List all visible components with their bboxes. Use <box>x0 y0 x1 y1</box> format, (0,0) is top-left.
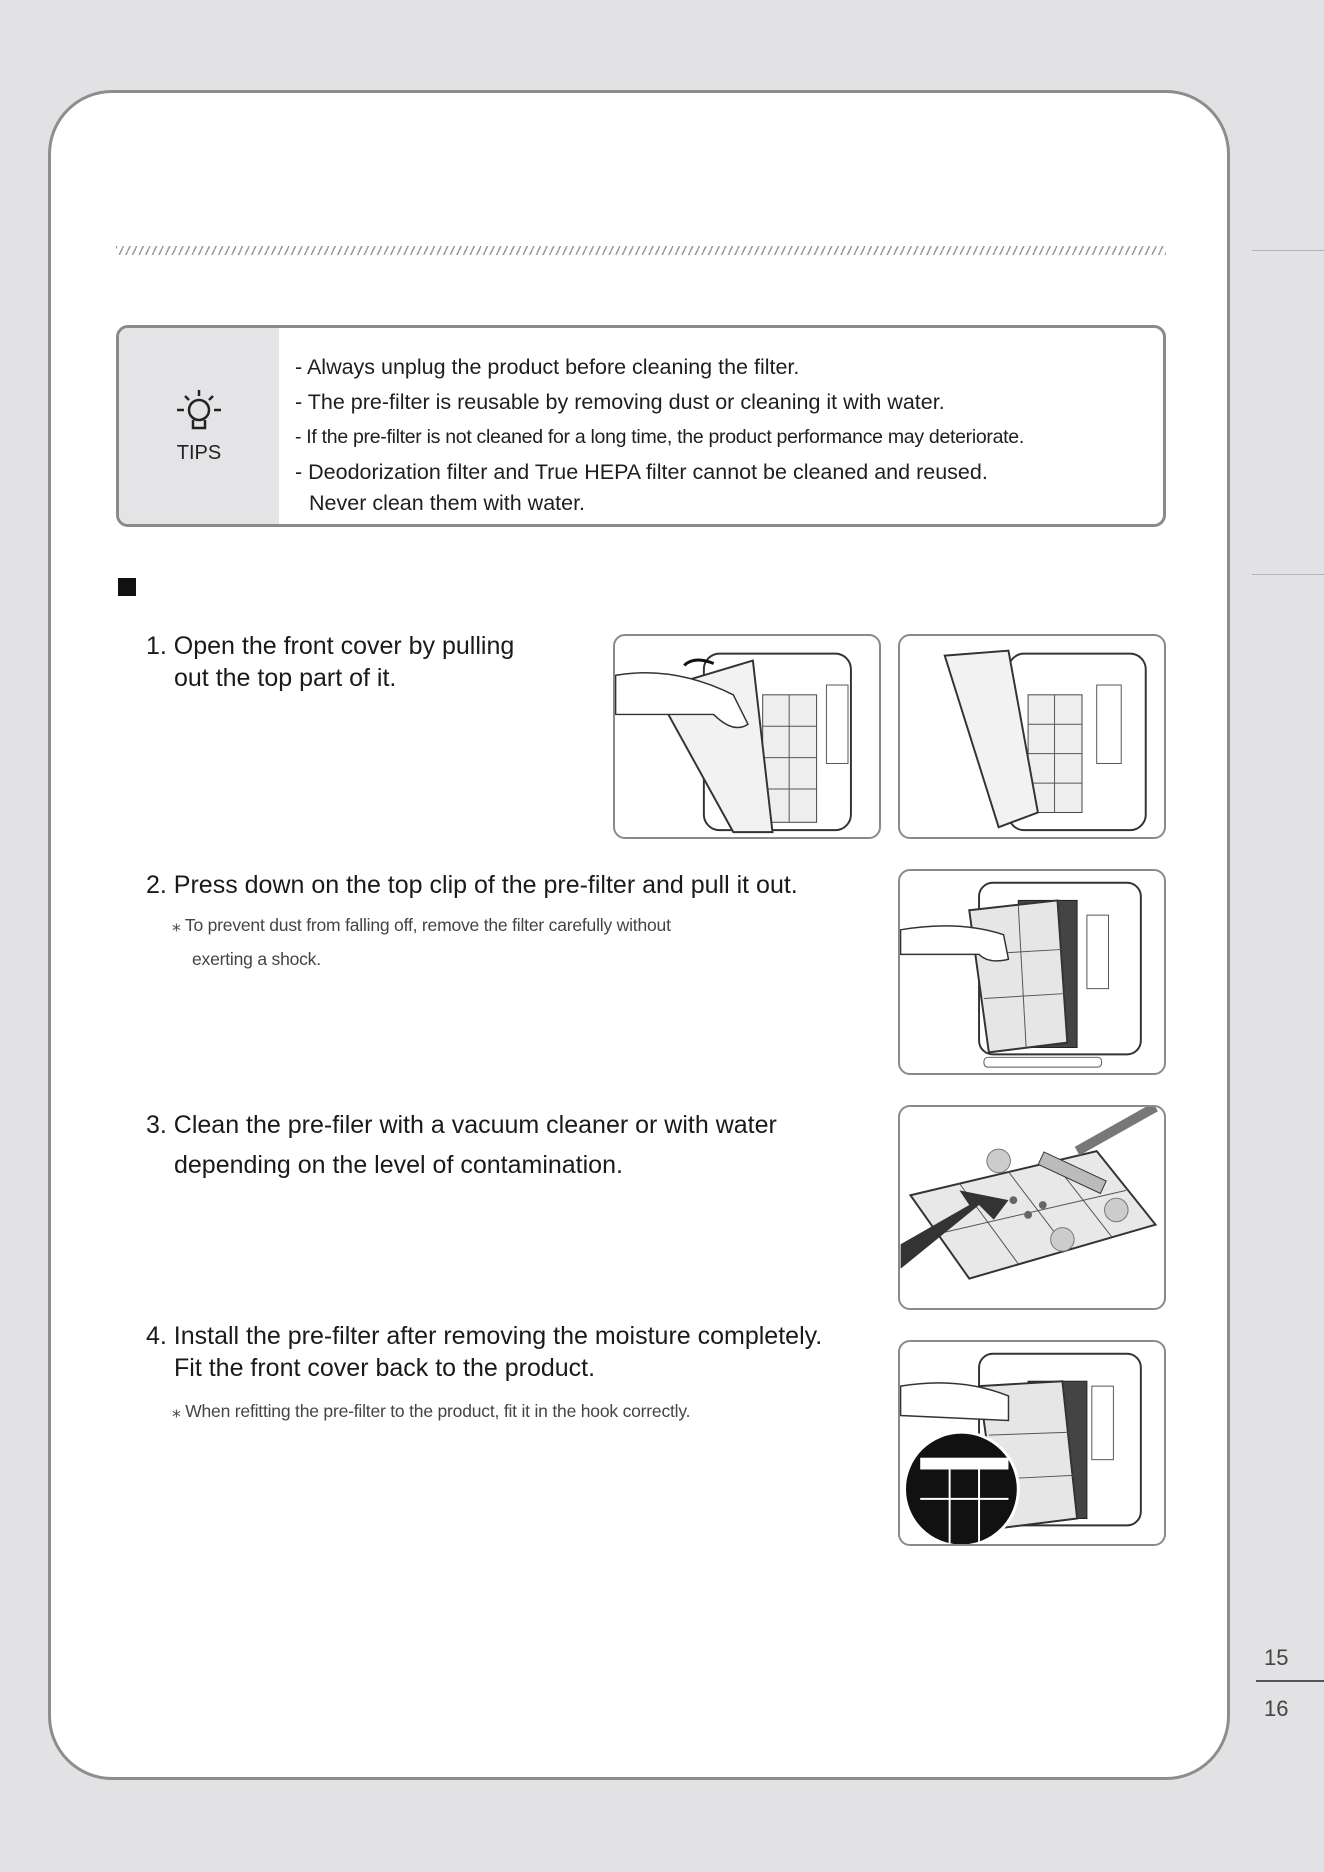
tip-item-text: - Deodorization filter and True HEPA filter cannot be cleaned and reused. <box>295 460 988 484</box>
step-3-line1: 3. Clean the pre-filer with a vacuum cleaner or with water <box>146 1111 777 1139</box>
step-2-note-line1: ⁎ To prevent dust from falling off, remove the filter carefully without <box>172 915 671 935</box>
lightbulb-icon <box>171 388 227 438</box>
tips-box <box>116 325 1166 527</box>
step-4-illustration <box>898 1340 1166 1546</box>
page-number-current: 15 <box>1264 1645 1289 1670</box>
tips-list <box>295 350 1155 516</box>
tip-item <box>295 455 1155 516</box>
purifier-cover-open-illustration <box>615 636 879 837</box>
pre-filter-install-illustration <box>900 1342 1164 1544</box>
step-1-line1: 1. Open the front cover by pulling <box>146 632 515 660</box>
step-1-line2: out the top part of it. <box>174 664 397 692</box>
tip-item: - Always unplug the product before cleaning the filter. <box>295 355 800 379</box>
step-2-note <box>172 908 671 976</box>
page-number-divider <box>1256 1680 1324 1682</box>
step-4-line2: Fit the front cover back to the product. <box>174 1354 596 1382</box>
step-3-illustration <box>898 1105 1166 1310</box>
step-3-line2: depending on the level of contamination. <box>174 1151 623 1179</box>
section-marker <box>118 578 136 596</box>
step-1-illustration-a <box>613 634 881 839</box>
tip-item: - If the pre-filter is not cleaned for a long time, the product performance may deteriorate. <box>295 426 1024 448</box>
tip-item-continuation: Never clean them with water. <box>309 491 586 515</box>
step-2-illustration <box>898 869 1166 1075</box>
step-2-text: 2. Press down on the top clip of the pre-filter and pull it out. <box>146 871 798 899</box>
vacuum-cleaning-illustration <box>900 1107 1164 1308</box>
page-number-next: 16 <box>1264 1696 1289 1721</box>
tip-item: - The pre-filter is reusable by removing dust or cleaning it with water. <box>295 390 945 414</box>
tips-label: TIPS <box>176 442 222 464</box>
side-rule-top <box>1252 250 1324 251</box>
step-4-note: ⁎ When refitting the pre-filter to the product, fit it in the hook correctly. <box>172 1401 691 1421</box>
step-4-text <box>146 1320 822 1384</box>
tips-sidebar <box>119 328 279 524</box>
step-4-line1: 4. Install the pre-filter after removing the moisture completely. <box>146 1322 823 1350</box>
step-1-text <box>146 630 514 694</box>
side-rule-middle <box>1252 574 1324 575</box>
purifier-cover-open-illustration <box>900 636 1164 837</box>
pre-filter-removal-illustration <box>900 871 1164 1073</box>
step-3-text <box>146 1105 777 1185</box>
decorative-hatch-divider <box>116 246 1166 255</box>
step-2-note-line2: exerting a shock. <box>192 949 321 969</box>
step-1-illustration-b <box>898 634 1166 839</box>
